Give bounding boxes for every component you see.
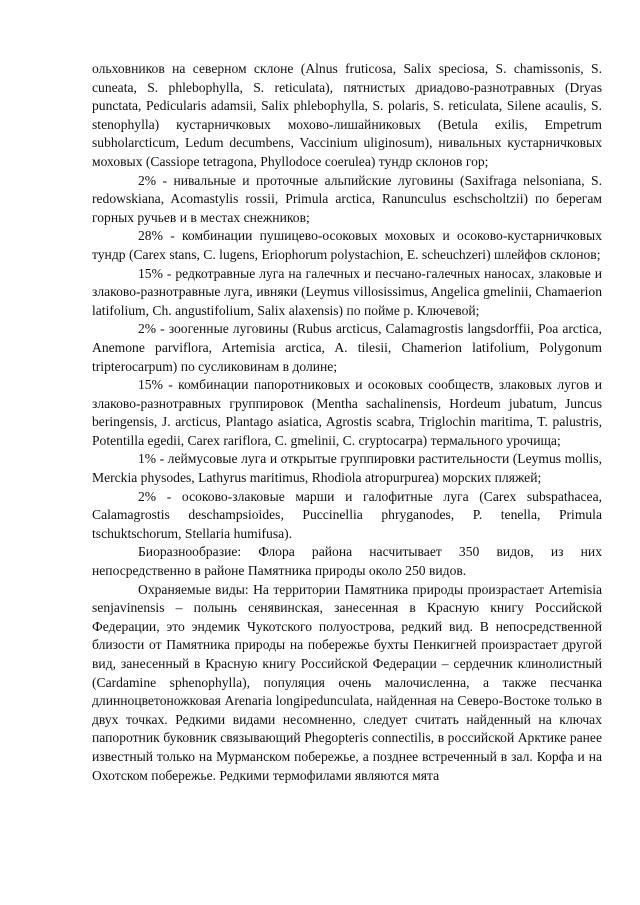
vegetation-item: 28% - комбинации пушицево-осоковых моховых и осоково-кустарничковых тундр (Carex stans, C. lugens, Eriophorum polystachion, E. scheuchzeri) шлейфов склонов; [92, 228, 602, 262]
vegetation-item: 15% - редкотравные луга на галечных и песчано-галечных наносах, злаковые и злаково-разнотравные луга, ивняки (Leymus villosissimus, Angelica gmelinii, Chamaerion latifolium, Ch. angustifolium, Salix alaxensis) по пойме р. Ключевой; [92, 265, 602, 318]
vegetation-item: 2% - зоогенные луговины (Rubus arcticus, Calamagrostis langsdorffii, Poa arctica, Anemone parviflora, Artemisia arctica, A. tilesii, Chamerion latifolium, Polygonum tripterocarpum) по сусликовинам в долине; [92, 321, 602, 374]
protected-species-paragraph [92, 581, 602, 786]
opening-paragraph: ольховников на северном склоне (Alnus fruticosa, Salix speciosa, S. chamissonis, S. cuneata, S. phlebophylla, S. reticulata), пятнистых дриадово-разнотравных (Dryas punctata, Pedicularis adamsii, Salix phlebophylla, S. polaris, S. reticulata, Silene acaulis, S. stenophylla) кустарничковых мохово-лишайниковых (Betula exilis, Empetrum subholarcticum, Ledum decumbens, Vaccinium uliginosum), нивальных кустарничковых моховых (Cassiope tetragona, Phyllodoce coerulea) тундр склонов гор; [92, 61, 602, 169]
vegetation-item: 15% - комбинации папоротниковых и осоковых сообществ, злаковых лугов и злаково-разнотравных группировок (Mentha sachalinensis, Hordeum jubatum, Juncus beringensis, J. arcticus, Plantago asiatica, Agrostis scabra, Triglochin maritima, T. palustris, Potentilla egedii, Carex rariflora, C. gmelinii, C. cryptocarpa) термального урочища; [92, 377, 602, 448]
vegetation-item: 1% - леймусовые луга и открытые группировки растительности (Leymus mollis, Merckia physodes, Lathyrus maritimus, Rhodiola atropurpurea) морских пляжей; [92, 451, 602, 486]
vegetation-item: 2% - нивальные и проточные альпийские луговины (Saxifraga nelsoniana, S. redowskiana, Acomastylis rossii, Primula arctica, Ranunculus eschscholtzii) по берегам горных ручьев и в местах снежников; [92, 172, 602, 225]
biodiversity-label: Биоразнообразие: [138, 544, 242, 560]
biodiversity-paragraph [92, 543, 602, 580]
vegetation-item: 2% - осоково-злаковые марши и галофитные луга (Carex subspathacea, Calamagrostis deschampsioides, Puccinellia phryganodes, P. tenella, Primula tschuktschorum, Stellaria humifusa). [92, 488, 602, 541]
protected-species-text: На территории Памятника природы произрастает Artemisia senjavinensis – полынь сенявинская, занесенная в Красную книгу Российской Федерации, это эндемик Чукотского полуострова, редкий вид. В непосредственной близости от Памятника природы на побережье бухты Пенкигней произрастает другой вид, занесенный в Красную книгу Российской Федерации – сердечник клинолистный (Cardamine sphenophylla), популяция очень малочисленна, а также песчанка длинноцветоножковая Arenaria longipedunculata, найденная на Северо-Востоке только в двух точках. Редкими видами несомненно, следует считать найденный на ключах папоротник буковник связывающий Phegopteris connectilis, в российской Арктике ранее известный только на Мурманском побережье, а позднее встреченный в зал. Корфа и на Охотском побережье. Редкими термофилами являются мята [92, 581, 603, 783]
document-body [92, 60, 602, 785]
biodiversity-text: Флора района насчитывает 350 видов, из них непосредственно в районе Памятника природы около 250 видов. [92, 544, 602, 579]
protected-species-label: Охраняемые виды: [138, 581, 249, 597]
